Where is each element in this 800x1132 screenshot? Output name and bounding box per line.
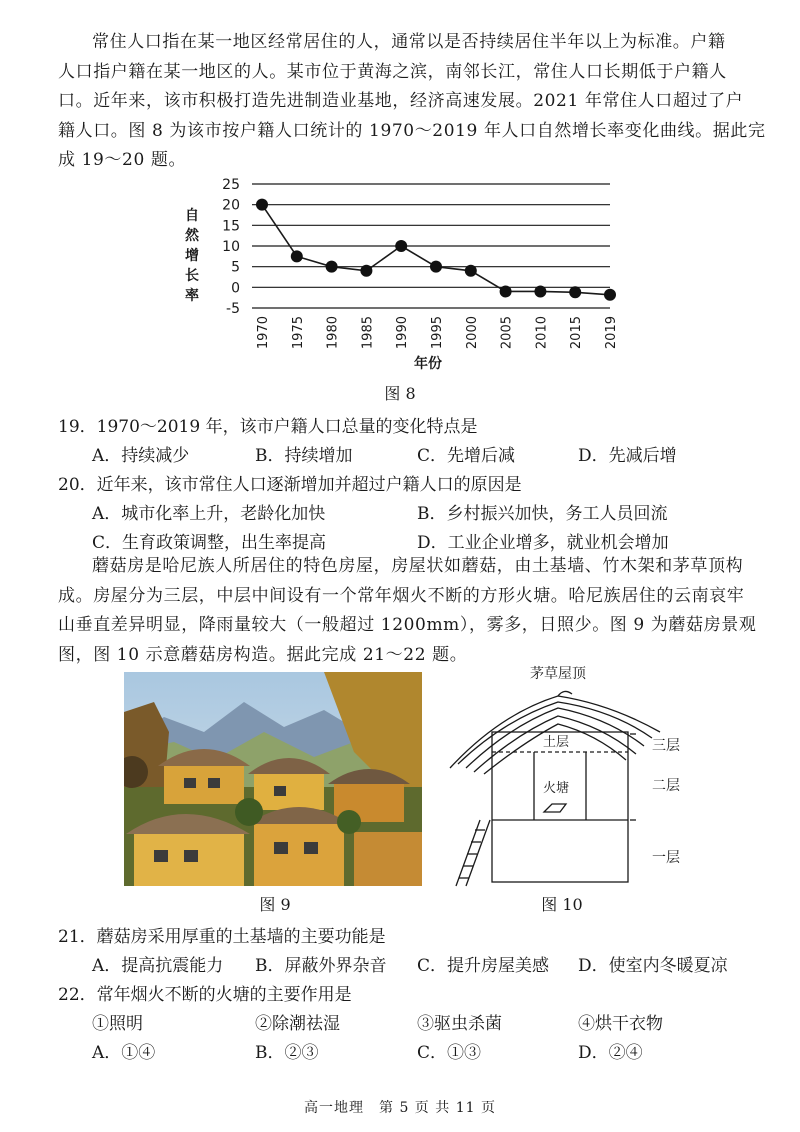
soil-layer-label: 土层 — [542, 735, 570, 750]
q20-option-a[interactable]: A．城市化率上升，老龄化加快 — [92, 504, 326, 524]
y-tick-label: -5 — [226, 301, 240, 317]
x-tick-label: 1980 — [325, 316, 341, 350]
q22-item-4: ④烘干衣物 — [578, 1014, 663, 1034]
q19-option-b[interactable]: B．持续增加 — [255, 446, 353, 466]
x-tick-label: 1970 — [256, 316, 271, 350]
floor-1-label: 一层 — [652, 850, 680, 866]
y-tick-label: 10 — [222, 239, 240, 255]
x-tick-label: 2010 — [534, 316, 550, 350]
q22-option-c[interactable]: C．①③ — [417, 1043, 482, 1063]
q22-option-a[interactable]: A．①④ — [92, 1043, 156, 1063]
population-growth-chart — [170, 170, 630, 380]
data-point — [360, 265, 372, 277]
data-point — [604, 289, 616, 301]
data-point — [534, 285, 546, 297]
mushroom-house-diagram — [440, 664, 700, 890]
q19-option-c[interactable]: C．先增后减 — [417, 446, 516, 466]
intro1-line: 人口指户籍在某一地区的人。某市位于黄海之滨，南邻长江，常住人口长期低于户籍人 — [58, 61, 727, 82]
question-21-stem: 21．蘑菇房采用厚重的土基墙的主要功能是 — [58, 927, 386, 947]
q19-option-a[interactable]: A．持续减少 — [92, 446, 190, 466]
fig10-caption: 图 10 — [541, 895, 583, 914]
series-line — [262, 205, 610, 295]
intro2-line: 山垂直差异明显，降雨量较大（一般超过 1200mm），雾多，日照少。图 9 为蘑菇房景观 — [58, 615, 757, 635]
y-axis-label-char: 长 — [185, 268, 199, 284]
x-tick-label: 2005 — [499, 316, 515, 350]
q20-option-c[interactable]: C．生育政策调整，出生率提高 — [92, 533, 327, 553]
x-tick-label: 1975 — [290, 316, 306, 350]
q22-item-3: ③驱虫杀菌 — [417, 1014, 502, 1034]
floor-2-label: 二层 — [652, 778, 680, 794]
y-tick-label: 20 — [222, 197, 240, 214]
data-point — [430, 261, 442, 273]
question-20-stem: 20．近年来，该市常住人口逐渐增加并超过户籍人口的原因是 — [58, 475, 522, 495]
intro2-line: 成。房屋分为三层，中层中间设有一个常年烟火不断的方形火塘。哈尼族居住的云南哀牢 — [58, 585, 745, 606]
floor-3-label: 三层 — [652, 738, 680, 754]
fire-pit-label: 火塘 — [542, 781, 570, 796]
y-tick-label: 0 — [231, 280, 240, 297]
page-footer: 高一地理 第 5 页 共 11 页 — [304, 1100, 496, 1116]
data-point — [395, 240, 407, 252]
intro1-line: 口。近年来，该市积极打造先进制造业基地，经济高速发展。2021 年常住人口超过了户 — [58, 91, 744, 111]
x-tick-label: 2019 — [604, 316, 619, 350]
mushroom-house-photo — [124, 672, 422, 886]
data-point — [569, 286, 581, 298]
intro2-line: 图，图 10 示意蘑菇房构造。据此完成 21～22 题。 — [58, 644, 468, 665]
q20-option-d[interactable]: D．工业企业增多，就业机会增加 — [417, 533, 669, 553]
q20-option-b[interactable]: B．乡村振兴加快，务工人员回流 — [417, 504, 668, 524]
intro1-line: 成 19～20 题。 — [58, 150, 187, 170]
x-tick-label: 1990 — [395, 316, 411, 350]
q21-option-c[interactable]: C．提升房屋美感 — [417, 956, 550, 976]
data-point — [500, 285, 512, 297]
intro-paragraph-2 — [58, 552, 758, 670]
fig8-caption: 图 8 — [384, 384, 416, 403]
intro1-line: 常住人口指在某一地区经常居住的人，通常以是否持续居住半年以上为标准。户籍 — [92, 32, 726, 52]
y-tick-label: 25 — [222, 177, 240, 193]
y-tick-label: 5 — [231, 259, 240, 276]
q22-item-2: ②除潮祛湿 — [255, 1014, 340, 1034]
data-point — [291, 250, 303, 262]
y-tick-label: 15 — [222, 218, 240, 235]
question-22-stem: 22．常年烟火不断的火塘的主要作用是 — [58, 985, 352, 1005]
data-point — [465, 265, 477, 277]
x-axis-label: 年份 — [414, 356, 442, 372]
data-point — [256, 199, 268, 211]
y-axis-label-char: 增 — [185, 248, 199, 264]
roof-label: 茅草屋顶 — [530, 666, 586, 682]
q21-option-b[interactable]: B．屏蔽外界杂音 — [255, 956, 387, 976]
q22-item-1: ①照明 — [92, 1014, 143, 1034]
x-tick-label: 2000 — [464, 316, 480, 350]
q22-option-d[interactable]: D．②④ — [578, 1043, 643, 1063]
q19-option-d[interactable]: D．先减后增 — [578, 446, 677, 466]
fig9-caption: 图 9 — [259, 895, 291, 914]
intro-paragraph-1 — [58, 28, 766, 176]
q21-option-a[interactable]: A．提高抗震能力 — [92, 956, 224, 976]
y-axis-label-char: 自 — [185, 208, 199, 224]
intro2-line: 蘑菇房是哈尼族人所居住的特色房屋，房屋状如蘑菇，由土基墙、竹木架和茅草顶构 — [92, 556, 744, 576]
x-tick-label: 2015 — [569, 316, 585, 350]
q21-option-d[interactable]: D．使室内冬暖夏凉 — [578, 956, 728, 976]
data-point — [326, 261, 338, 273]
x-tick-label: 1995 — [430, 316, 445, 350]
question-19-stem: 19．1970～2019 年，该市户籍人口总量的变化特点是 — [58, 417, 478, 437]
q22-option-b[interactable]: B．②③ — [255, 1043, 319, 1063]
x-tick-label: 1985 — [360, 316, 376, 350]
intro1-line: 籍人口。图 8 为该市按户籍人口统计的 1970～2019 年人口自然增长率变化曲线。据此完 — [58, 120, 766, 141]
y-axis-label-char: 率 — [185, 288, 199, 304]
y-axis-label-char: 然 — [185, 228, 199, 244]
